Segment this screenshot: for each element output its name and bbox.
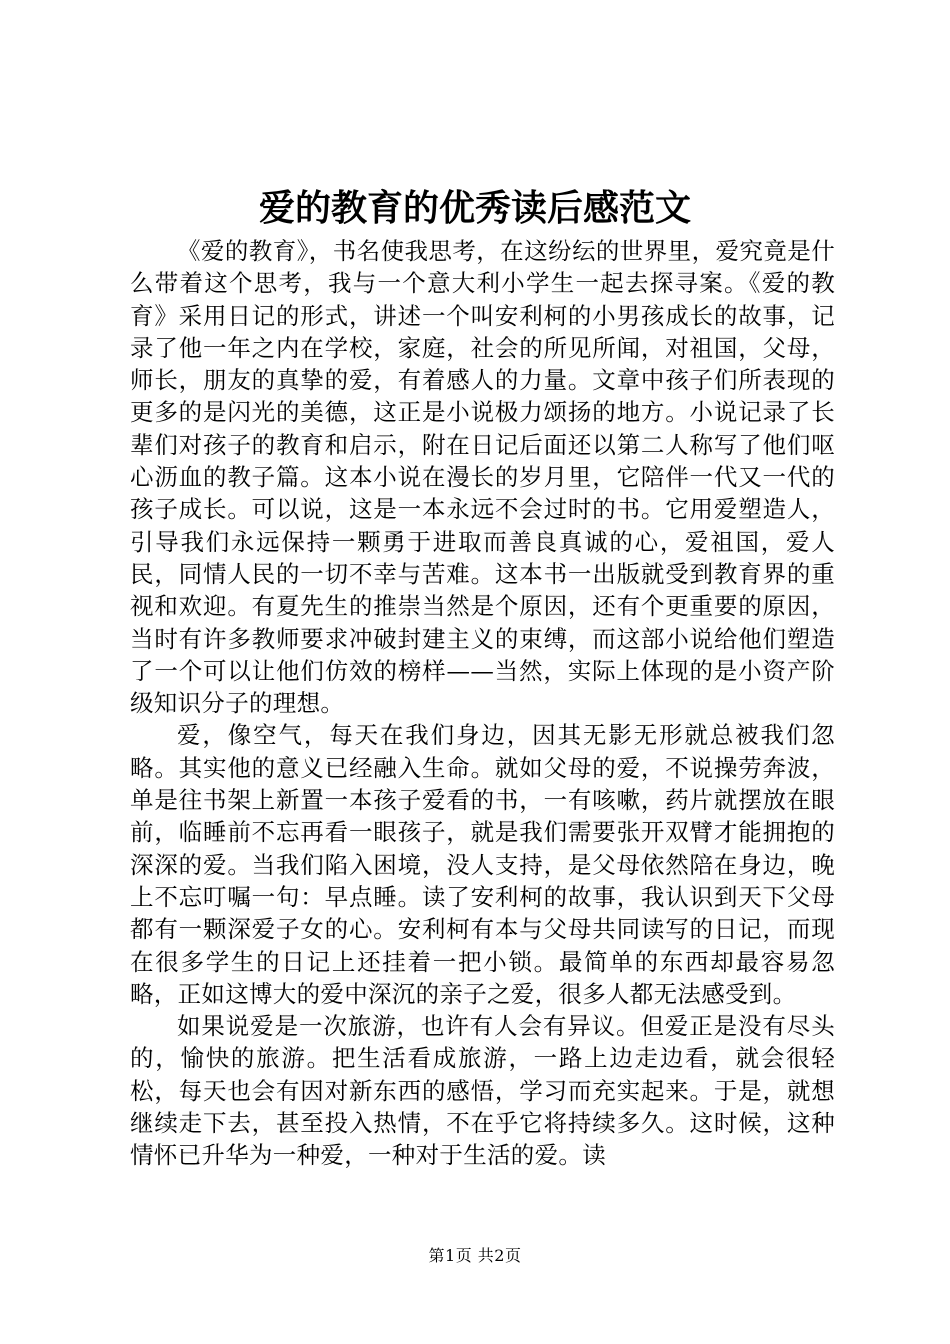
document-body [130,235,835,1172]
page-footer: 第1页 共2页 [428,1246,522,1265]
document-title: 爱的教育的优秀读后感范文 [258,188,691,229]
paragraph-2: 爱，像空气，每天在我们身边，因其无影无形就总被我们忽略。其实他的意义已经融入生命。就如父母的爱，不说操劳奔波，单是往书架上新置一本孩子爱看的书，一有咳嗽，药片就摆放在眼前，临睡前不忘再看一眼孩子，就是我们需要张开双臂才能拥抱的深深的爱。当我们陷入困境，没人支持，是父母依然陪在身边，晚上不忘叮嘱一句：早点睡。读了安利柯的故事，我认识到天下父母都有一颗深爱子女的心。安利柯有本与父母共同读写的日记，而现在很多学生的日记上还挂着一把小锁。最简单的东西却最容易忽略，正如这博大的爱中深沉的亲子之爱，很多人都无法感受到。 [130,721,835,1008]
paragraph-1: 《爱的教育》，书名使我思考，在这纷纭的世界里，爱究竟是什么带着这个思考，我与一个意大利小学生一起去探寻案。《爱的教育》采用日记的形式，讲述一个叫安利柯的小男孩成长的故事，记录了他一年之内在学校，家庭，社会的所见所闻，对祖国，父母，师长，朋友的真挚的爱，有着感人的力量。文章中孩子们所表现的更多的是闪光的美德，这正是小说极力颂扬的地方。小说记录了长辈们对孩子的教育和启示，附在日记后面还以第二人称写了他们呕心沥血的教子篇。这本小说在漫长的岁月里，它陪伴一代又一代的孩子成长。可以说，这是一本永远不会过时的书。它用爱塑造人，引导我们永远保持一颗勇于进取而善良真诚的心，爱祖国，爱人民，同情人民的一切不幸与苦难。这本书一出版就受到教育界的重视和欢迎。有夏先生的推崇当然是个原因，还有个更重要的原因，当时有许多教师要求冲破封建主义的束缚，而这部小说给他们塑造了一个可以让他们仿效的榜样——当然，实际上体现的是小资产阶级知识分子的理想。 [130,237,835,718]
paragraph-3: 如果说爱是一次旅游，也许有人会有异议。但爱正是没有尽头的，愉快的旅游。把生活看成旅游，一路上边走边看，就会很轻松，每天也会有因对新东西的感悟，学习而充实起来。于是，就想继续走下去，甚至投入热情，不在乎它将持续多久。这时候，这种情怀已升华为一种爱，一种对于生活的爱。读 [130,1012,835,1170]
